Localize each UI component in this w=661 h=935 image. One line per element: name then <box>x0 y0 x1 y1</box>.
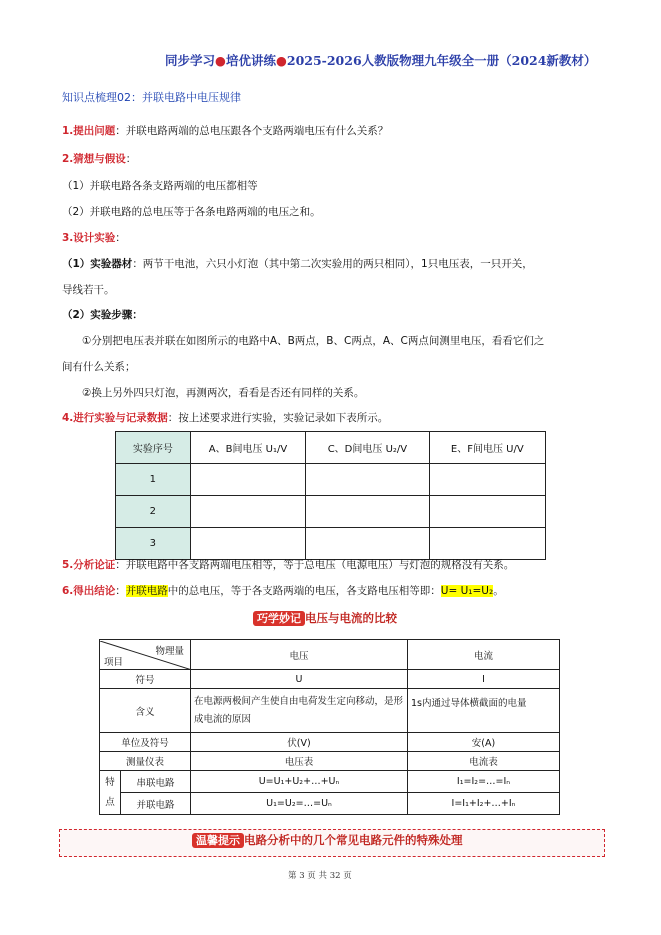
voltage-cell: U₁=U₂=…=Uₙ <box>191 793 408 815</box>
table-header-row <box>100 640 560 670</box>
column-header-voltage: 电压 <box>191 640 408 670</box>
row-label: 测量仪表 <box>100 752 191 771</box>
table-cell[interactable] <box>190 496 306 528</box>
current-cell: I₁=I₂=…=Iₙ <box>408 771 560 793</box>
section-2 <box>62 151 136 166</box>
table-cell[interactable] <box>306 496 429 528</box>
voltage-cell: 伏(V) <box>191 733 408 752</box>
step-1-line-1: ①分别把电压表并联在如图所示的电路中A、B两点，B、C两点，A、C两点间测里电压，看看它们之 <box>82 335 545 347</box>
table-header-cell: 实验序号 <box>116 432 191 464</box>
row-index: 2 <box>116 496 191 528</box>
tip-title <box>192 832 463 848</box>
comparison-title-text: 电压与电流的比较 <box>305 611 397 625</box>
row-label: 含义 <box>100 689 191 733</box>
section-number: 6. <box>62 585 74 597</box>
row-label: 串联电路 <box>121 771 191 793</box>
current-cell: 1s内通过导体横截面的电量 <box>408 689 560 733</box>
row-label: 单位及符号 <box>100 733 191 752</box>
voltage-cell: U <box>191 670 408 689</box>
column-header-current: 电流 <box>408 640 560 670</box>
section-3 <box>62 230 126 245</box>
section-label: 分析论证 <box>73 559 116 571</box>
table-cell[interactable] <box>306 528 429 560</box>
steps-label: （2）实验步骤： <box>62 309 143 321</box>
step-2: ②换上另外四只灯泡，再测两次，看看是否还有同样的关系。 <box>82 387 365 399</box>
section-4 <box>62 410 388 425</box>
section-text: ：按上述要求进行实验，实验记录如下表所示。 <box>167 412 389 424</box>
section-text: ：并联电路中各支路两端电压相等，等于总电压（电源电压）与灯泡的规格没有关系。 <box>115 559 515 571</box>
current-cell: I=I₁+I₂+…+Iₙ <box>408 793 560 815</box>
section-label: 得出结论 <box>73 585 116 597</box>
table-row <box>116 464 546 496</box>
section-number: 3. <box>62 232 74 244</box>
row-label: 符号 <box>100 670 191 689</box>
voltage-cell: U=U₁+U₂+…+Uₙ <box>191 771 408 793</box>
table-cell[interactable] <box>190 528 306 560</box>
section-number: 5. <box>62 559 74 571</box>
row-index: 3 <box>116 528 191 560</box>
section-label: 提出问题 <box>73 125 116 137</box>
section-text: ：并联电路两端的总电压跟各个支路两端电压有什么关系？ <box>115 125 389 137</box>
table-row <box>100 733 560 752</box>
hypothesis-1: （1）并联电路各条支路两端的电压都相等 <box>62 180 258 192</box>
section-label: 设计实验 <box>73 232 116 244</box>
table-cell[interactable] <box>429 528 545 560</box>
equipment-label: （1）实验器材 <box>62 258 133 270</box>
header-part-3: 2025-2026人教版物理九年级全一册（2024新教材） <box>286 53 597 68</box>
table-row <box>100 793 560 815</box>
diagonal-header <box>100 641 190 669</box>
table-row <box>100 689 560 733</box>
table-row <box>116 496 546 528</box>
section-number: 4. <box>62 412 74 424</box>
section-5 <box>62 557 514 572</box>
table-header-row <box>116 432 546 464</box>
table-cell[interactable] <box>429 496 545 528</box>
page-header <box>165 51 625 69</box>
row-label: 并联电路 <box>121 793 191 815</box>
comparison-title <box>253 610 397 626</box>
table-cell[interactable] <box>190 464 306 496</box>
table-header-cell: E、F间电压 U/V <box>429 432 545 464</box>
tip-badge: 巧学妙记 <box>253 611 305 626</box>
section-label: 进行实验与记录数据 <box>73 412 168 424</box>
table-row <box>116 528 546 560</box>
experiment-table <box>115 431 546 560</box>
equipment-line-2: 导线若干。 <box>62 284 115 296</box>
table-cell[interactable] <box>429 464 545 496</box>
section-1 <box>62 123 388 138</box>
section-text: ： <box>125 153 137 165</box>
header-part-2: 培优讲练 <box>225 53 276 68</box>
dot-icon: ● <box>275 53 287 68</box>
topic-heading: 知识点梳理02：并联电路中电压规律 <box>62 91 241 104</box>
section-number: 2. <box>62 153 74 165</box>
tip-title-text: 电路分析中的几个常见电路元件的特殊处理 <box>244 833 463 847</box>
step-1-line-2: 间有什么关系； <box>62 361 136 373</box>
comparison-table <box>99 639 560 815</box>
section-6 <box>62 583 504 598</box>
formula-highlight: U= U₁=U₂ <box>440 585 494 597</box>
diagonal-header-cell <box>100 640 191 670</box>
table-row <box>100 752 560 771</box>
current-cell: I <box>408 670 560 689</box>
section-text: 。 <box>493 585 504 597</box>
section-text: ： <box>115 232 126 244</box>
equipment-line <box>62 256 533 271</box>
voltage-cell: 电压表 <box>191 752 408 771</box>
section-label: 猜想与假设 <box>73 153 126 165</box>
diag-top-label: 物理量 <box>155 645 184 657</box>
row-index: 1 <box>116 464 191 496</box>
current-cell: 电流表 <box>408 752 560 771</box>
table-row <box>100 670 560 689</box>
tip-badge: 温馨提示 <box>192 833 244 848</box>
highlight-text: 并联电路 <box>125 585 168 597</box>
section-text: ： <box>115 585 126 597</box>
diag-bottom-label: 项目 <box>104 656 124 668</box>
equipment-text: ：两节干电池，六只小灯泡（其中第二次实验用的两只相同），1只电压表，一只开关， <box>132 258 533 270</box>
dot-icon: ● <box>215 53 226 68</box>
voltage-cell: 在电源两极间产生使自由电荷发生定向移动，是形成电流的原因 <box>191 689 408 733</box>
table-header-cell: A、B间电压 U₁/V <box>190 432 306 464</box>
feature-label: 特点 <box>100 771 121 815</box>
header-part-1: 同步学习 <box>165 53 216 68</box>
section-text: 中的总电压，等于各支路两端的电压，各支路电压相等即： <box>167 585 441 597</box>
table-cell[interactable] <box>306 464 429 496</box>
table-row <box>100 771 560 793</box>
current-cell: 安(A) <box>408 733 560 752</box>
page-footer: 第 3 页 共 32 页 <box>288 871 352 881</box>
section-number: 1. <box>62 125 74 137</box>
table-header-cell: C、D间电压 U₂/V <box>306 432 429 464</box>
hypothesis-2: （2）并联电路的总电压等于各条电路两端的电压之和。 <box>62 206 321 218</box>
